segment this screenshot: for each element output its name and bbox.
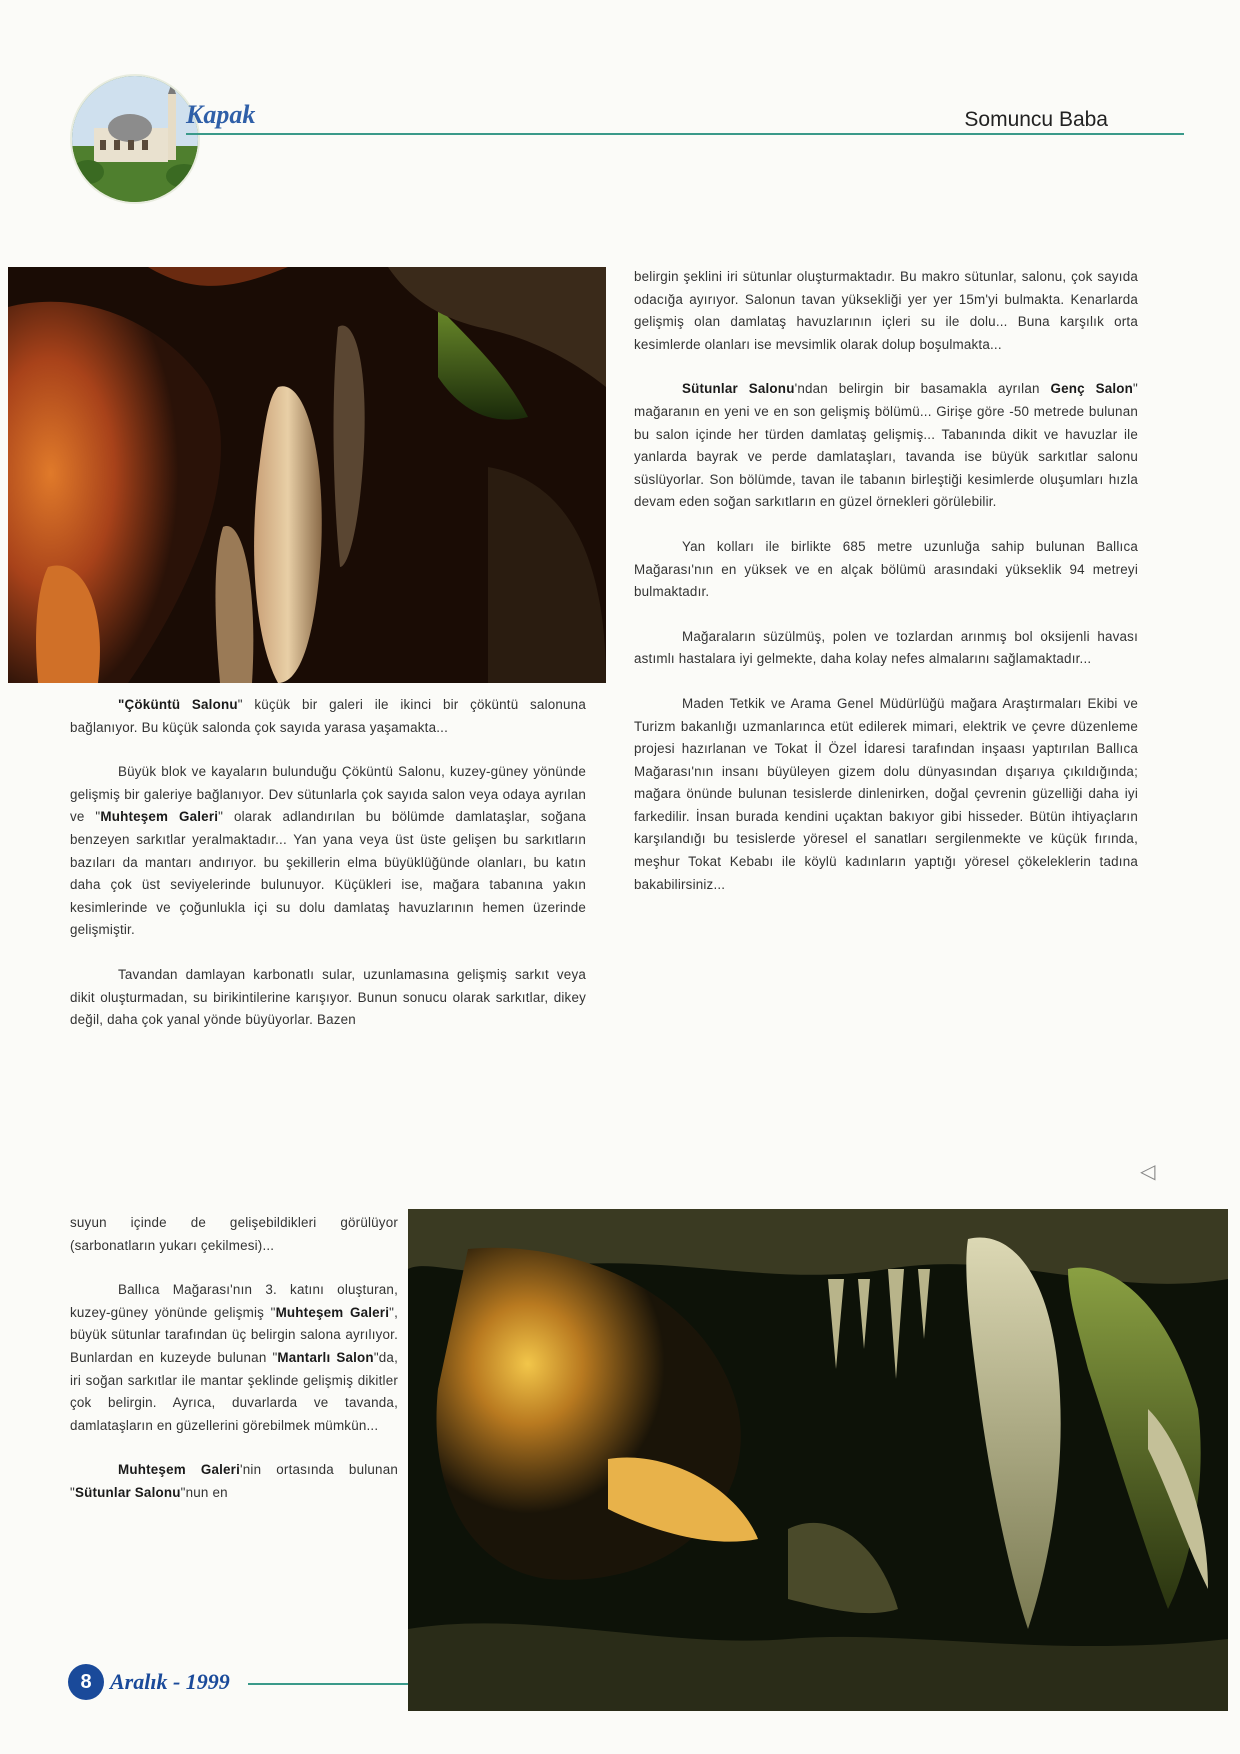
paragraph-text: " olarak adlandırılan bu bölümde damlataşlar, soğana benzeyen sarkıtlar yeralmaktadır... Yan yana veya üst üste gelişen bu sarkıtların bazıları da mantarı andırıyor. bu şekillerin elma büyüklüğünde olanları, bu katın daha çok üst seviyelerinde bulunuyor. Küçükleri ise, mağara tabanına yakın kesimlerinde ve çoğunlukla içi su dolu damlataş havuzlarının hemen üzerinde gelişmiştir. <box>70 809 586 938</box>
page-number: 8 <box>68 1664 104 1700</box>
bold-term: Genç Salon <box>1050 381 1134 397</box>
paragraph-text: " mağaranın en yeni ve en son gelişmiş bölümü... Girişe göre -50 metrede bulunan bu salon içinde her türden damlataş gelişmiş... Tabanında dikit ve havuzlar ile yanlarda bayrak ve perde damlataşları, tavanda ise büyük sarkıtlar salonu süslüyorlar. Son bölümde, tavan ile tabanın birleştiği kesimlerde oluşumları hızla devam eden soğan sarkıtların en güzel örnekleri görülebilir. <box>634 381 1138 510</box>
bold-term: Muhteşem Galeri <box>275 1304 390 1320</box>
mosque-logo <box>72 76 198 202</box>
header-divider <box>186 133 1184 135</box>
issue-date: Aralık - 1999 <box>110 1669 230 1694</box>
paragraph-text: Tavandan damlayan karbonatlı sular, uzunlamasına gelişmiş sarkıt veya dikit oluşturmadan, su birikintilerine karışıyor. Bunun sonucu olarak sarkıtlar, dikey değil, daha çok yanal yönde büyüyorlar. Bazen <box>70 966 586 1028</box>
paragraph <box>634 693 1138 896</box>
bold-term: Mantarlı Salon <box>277 1349 374 1365</box>
continue-arrow-icon: ◁ <box>1140 1161 1156 1183</box>
bold-term: "Çöküntü Salonu <box>118 697 238 712</box>
section-label: Kapak <box>186 100 256 129</box>
paragraph-text: Yan kolları ile birlikte 685 metre uzunluğa sahip bulunan Ballıca Mağarası'nın en yüksek ve en alçak bölümü arasındaki yükseklik 94 metreyi bulmaktadır. <box>634 538 1138 600</box>
article-column-left <box>70 694 586 1032</box>
cave-photo-2 <box>408 1209 1228 1711</box>
paragraph-text: Büyük blok ve kayaların bulunduğu Çöküntü Salonu, kuzey-güney yönünde gelişmiş bir galeriye bağlanıyor. Dev sütunlarla çok sayıda salon veya odaya ayrılan ve " <box>70 764 586 825</box>
paragraph-text: 'nin ortasında bulunan " <box>70 1462 398 1500</box>
paragraph <box>70 1212 398 1257</box>
paragraph <box>70 694 586 739</box>
paragraph <box>70 761 586 942</box>
footer-divider <box>248 1683 408 1685</box>
paragraph-text: Mağaraların süzülmüş, polen ve tozlardan arınmış bol oksijenli havası astımlı hastalara iyi gelmekte, daha kolay nefes almalarını sağlamaktadır... <box>634 628 1138 667</box>
paragraph <box>634 536 1138 604</box>
paragraph <box>634 266 1138 356</box>
bold-term: Muhteşem Galeri <box>118 1462 241 1478</box>
paragraph <box>634 378 1138 514</box>
paragraph-text: ", büyük sütunlar tarafından üç belirgin salona ayrılıyor. Bunlardan en kuzeyde bulunan " <box>70 1304 398 1365</box>
paragraph <box>634 626 1138 671</box>
paragraph-text: suyun içinde de gelişebildikleri görülüyor (sarbonatların yukarı çekilmesi)... <box>70 1215 398 1253</box>
paragraph <box>70 1459 398 1504</box>
paragraph <box>70 964 586 1032</box>
article-column-narrow <box>70 1212 398 1527</box>
cave-photo-1 <box>8 267 606 683</box>
paragraph-text: belirgin şeklini iri sütunlar oluşturmaktadır. Bu makro sütunlar, salonu, çok sayıda odacığa ayırıyor. Salonun tavan yüksekliği yer yer 15m'yi bulmakta. Kenarlarda gelişmiş olan damlataş havuzlarının içleri su ile dolu... Buna karşılık orta kesimlerde olanları ise mevsimlik olarak dolup boşulmakta... <box>634 269 1138 352</box>
bold-term: Muhteşem Galeri <box>100 809 219 825</box>
paragraph-text: "nun en <box>180 1484 228 1500</box>
bold-term: Sütunlar Salonu <box>682 381 795 397</box>
paragraph-text: 'ndan belirgin bir basamakla ayrılan <box>794 381 1051 397</box>
article-column-right <box>634 266 1138 918</box>
paragraph-text: " küçük bir galeri ile ikinci bir çöküntü salonuna bağlanıyor. Bu küçük salonda çok sayıda yarasa yaşamakta... <box>70 697 586 735</box>
paragraph <box>70 1279 398 1437</box>
paragraph-text: "da, iri soğan sarkıtlar ile mantar şeklinde gelişmiş dikitler çok belirgin. Ayrıca, duvarlarda ve tavanda, damlataşların en güzellerini görebilmek mümkün... <box>70 1349 398 1433</box>
paragraph-text: Maden Tetkik ve Arama Genel Müdürlüğü mağara Araştırmaları Ekibi ve Turizm bakanlığı uzmanlarınca etüt edilerek mimari, elektrik ve çevre düzenleme projesi hazırlanan ve Tokat İl Özel İdaresi tarafından inşaası yaptırılan Ballıca Mağarası'nın insanı büyüleyen gizem dolu dünyasından dışarıya çıkıldığında; mağara önünde bulunan tesislerde dinlenirken, doğal çevrenin güzelliği daha iyi farkedilir. İnsan burada kendini uçaktan bakıyor gibi hisseder. Bütün ihtiyaçların karşılandığı bu tesislerde yöresel el sanatları sergilenmekte ve küçük fırında, meşhur Tokat Kebabı ile köylü kadınların yaptığı yöresel çökeleklerin tadına bakabilirsiniz... <box>634 695 1138 892</box>
bold-term: Sütunlar Salonu <box>74 1484 181 1500</box>
paragraph-text: Ballıca Mağarası'nın 3. katını oluşturan, kuzey-güney yönünde gelişmiş " <box>70 1282 398 1320</box>
magazine-title: Somuncu Baba <box>964 108 1108 131</box>
